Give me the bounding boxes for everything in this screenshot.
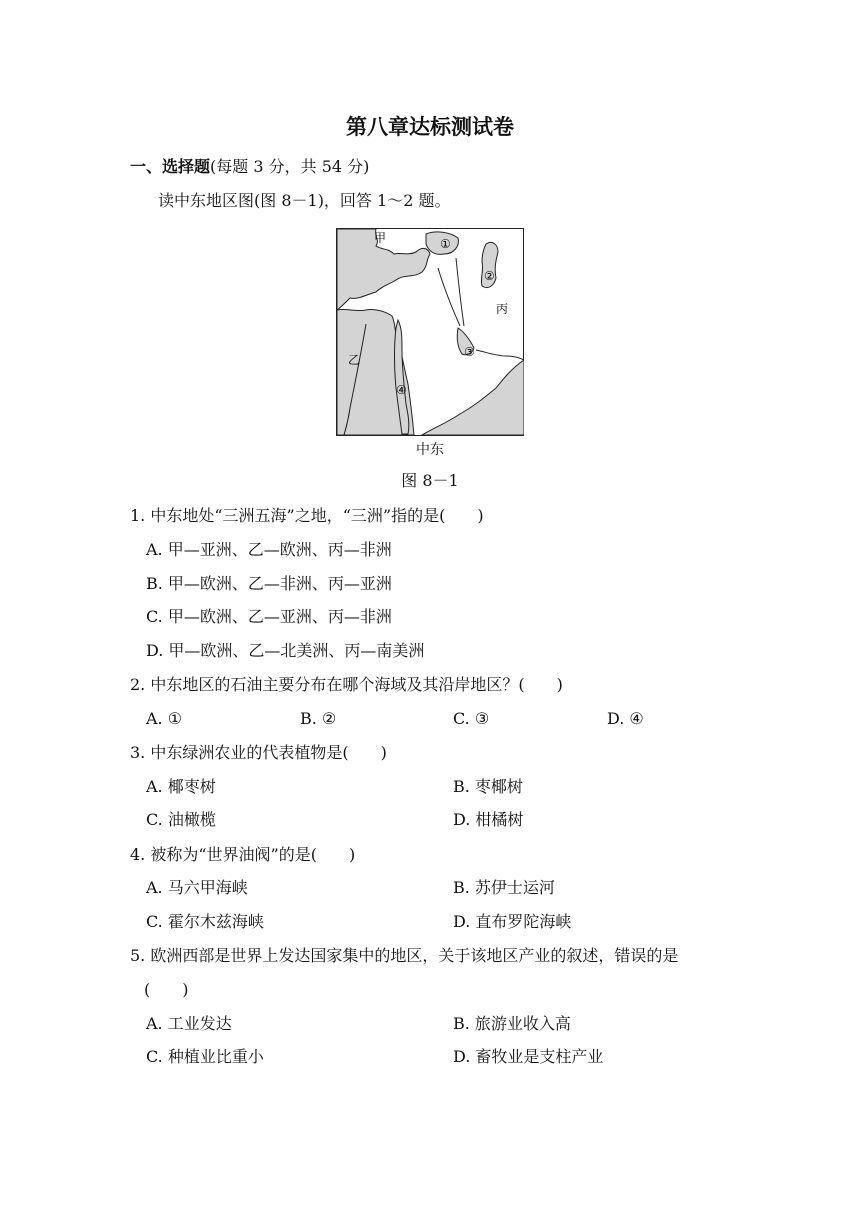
question-4-option-c: C. 霍尔木兹海峡 <box>146 912 264 931</box>
question-2-option-d: D. ④ <box>607 709 644 728</box>
question-5-option-c: C. 种植业比重小 <box>146 1047 264 1066</box>
map-label-jia: 甲 <box>374 231 387 245</box>
question-3-option-d: D. 柑橘树 <box>453 810 524 829</box>
map-label-n4: ④ <box>396 383 407 397</box>
question-intro: 读中东地区图(图 8－1)，回答 1～2 题。 <box>158 191 451 210</box>
question-3-option-b: B. 枣椰树 <box>453 777 523 796</box>
middle-east-map <box>336 228 524 436</box>
question-3-option-c: C. 油橄榄 <box>146 810 216 829</box>
question-2-option-c: C. ③ <box>453 709 490 728</box>
map-label-n1: ① <box>440 237 451 251</box>
question-5-option-d: D. 畜牧业是支柱产业 <box>453 1047 604 1066</box>
question-5-option-a: A. 工业发达 <box>146 1014 232 1033</box>
section-note: (每题 3 分，共 54 分) <box>210 157 370 176</box>
question-4-option-b: B. 苏伊士运河 <box>453 878 555 897</box>
question-1-option-c: C. 甲—欧洲、乙—亚洲、丙—非洲 <box>146 607 392 626</box>
question-2-stem: 2. 中东地区的石油主要分布在哪个海域及其沿岸地区？( ) <box>130 675 563 694</box>
question-1-option-b: B. 甲—欧洲、乙—非洲、丙—亚洲 <box>146 574 392 593</box>
map-label-n3: ③ <box>464 345 475 359</box>
map-label-bing: 丙 <box>496 302 509 316</box>
question-1-option-a: A. 甲—亚洲、乙—欧洲、丙—非洲 <box>146 540 392 559</box>
question-3-option-a: A. 椰枣树 <box>146 777 216 796</box>
question-4-option-a: A. 马六甲海峡 <box>146 878 248 897</box>
section-title: 一、选择题 <box>130 157 211 176</box>
question-5-stem: 5. 欧洲西部是世界上发达国家集中的地区，关于该地区产业的叙述，错误的是 <box>130 946 679 965</box>
map-label-n2: ② <box>484 269 495 283</box>
question-4-stem: 4. 被称为“世界油阀”的是( ) <box>130 845 356 864</box>
question-3-stem: 3. 中东绿洲农业的代表植物是( ) <box>130 743 387 762</box>
question-5-option-b: B. 旅游业收入高 <box>453 1014 571 1033</box>
question-1-option-d: D. 甲—欧洲、乙—北美洲、丙—南美洲 <box>146 641 425 660</box>
map-caption: 中东 <box>416 442 444 458</box>
question-2-option-a: A. ① <box>146 709 183 728</box>
map-label-yi: 乙 <box>348 353 361 367</box>
question-5-stem-cont: ( ) <box>144 980 189 999</box>
question-2-option-b: B. ② <box>300 709 337 728</box>
section-heading <box>130 157 369 177</box>
question-1-stem: 1. 中东地处“三洲五海”之地，“三洲”指的是( ) <box>130 506 484 525</box>
question-4-option-d: D. 直布罗陀海峡 <box>453 912 572 931</box>
figure-label: 图 8－1 <box>401 471 459 490</box>
page-title: 第八章达标测试卷 <box>346 115 514 139</box>
